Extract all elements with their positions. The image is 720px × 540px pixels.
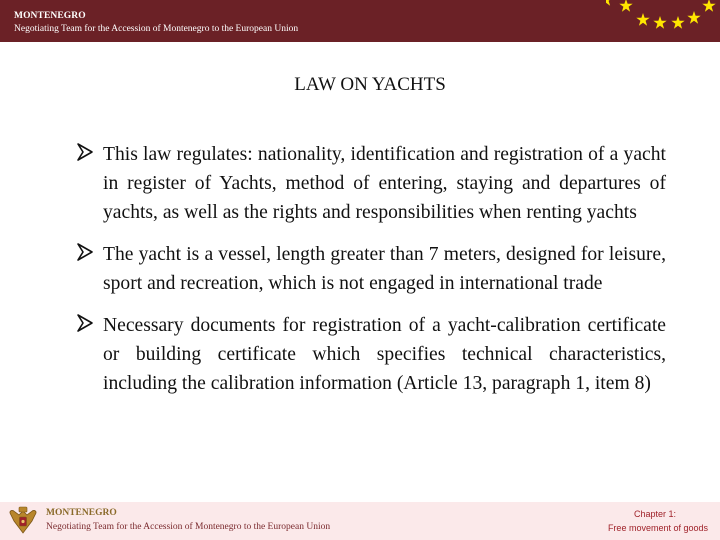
footer-topic: Free movement of goods [607, 523, 708, 533]
header-country: MONTENEGRO [14, 11, 86, 21]
footer-bar [0, 502, 720, 540]
bullet-text: The yacht is a vessel, length greater than 7 meters, designed for leisure, sport and recreation, which is not engaged in international trade [103, 244, 666, 294]
arrow-bullet-icon [76, 142, 94, 162]
footer-country: MONTENEGRO [46, 508, 117, 518]
list-item [76, 311, 666, 398]
footer-chapter: Chapter 1: [633, 509, 676, 519]
header-bar [0, 0, 720, 42]
arrow-bullet-icon [76, 242, 94, 262]
footer-team: Negotiating Team for the Accession of Montenegro to the European Union [46, 522, 331, 532]
montenegro-coat-of-arms-icon [6, 505, 40, 539]
bullet-list [76, 140, 666, 411]
bullet-text: This law regulates: nationality, identification and registration of a yacht in register of Yachts, method of entering, staying and departures of yachts, as well as the rights and responsibilities when renting yachts [103, 144, 666, 223]
slide-title: LAW ON YACHTS [294, 74, 446, 95]
list-item [76, 240, 666, 298]
header-team: Negotiating Team for the Accession of Montenegro to the European Union [14, 24, 299, 34]
list-item [76, 140, 666, 227]
arrow-bullet-icon [76, 313, 94, 333]
eu-stars-icon [606, 0, 720, 42]
bullet-text: Necessary documents for registration of a yacht-calibration certificate or building certificate which specifies technical characteristics, including the calibration information (Article 13, paragraph 1, item 8) [103, 315, 666, 394]
